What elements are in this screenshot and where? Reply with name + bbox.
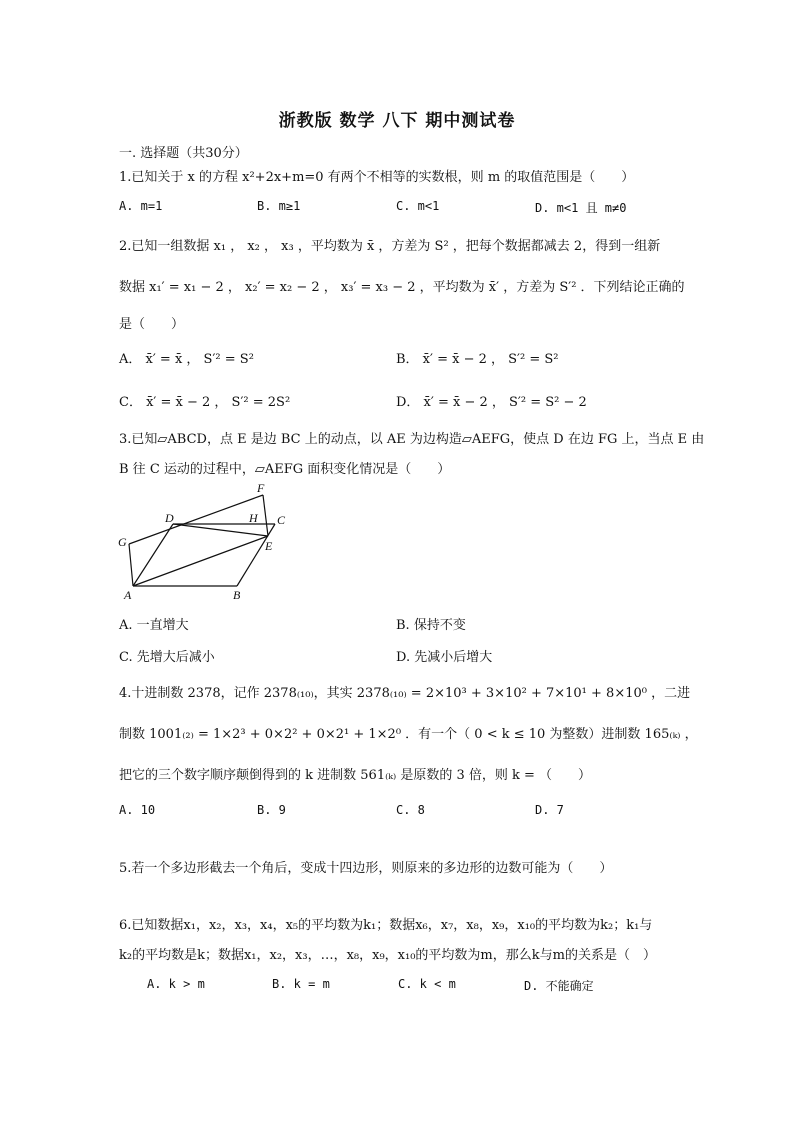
q6-option-d: D. 不能确定	[524, 979, 594, 993]
q3-line-1: 3.已知▱ABCD，点 E 是边 BC 上的动点，以 AE 为边构造▱AEFG，使点 D 在边 FG 上，当点 E 由	[119, 432, 705, 447]
q6-option-c: C. k < m	[398, 977, 456, 991]
section-heading: 一. 选择题（共30分）	[119, 146, 248, 161]
q4-option-b: B. 9	[257, 803, 286, 817]
q3-option-d: D. 先减小后增大	[396, 650, 493, 665]
segment-ae	[133, 536, 268, 586]
q3-option-b: B. 保持不变	[396, 618, 466, 633]
label-a: A	[124, 588, 132, 602]
q5-stem: 5.若一个多边形截去一个角后，变成十四边形，则原来的多边形的边数可能为（ ）	[119, 861, 613, 876]
q1-stem: 1.已知关于 x 的方程 x²+2x+m=0 有两个不相等的实数根，则 m 的取值范围是（ ）	[119, 170, 635, 185]
label-c: C	[277, 513, 286, 527]
page-title: 浙教版 数学 八下 期中测试卷	[278, 111, 516, 131]
q6-option-b: B. k = m	[272, 977, 330, 991]
q4-line-1: 4.十进制数 2378，记作 2378₍₁₀₎，其实 2378₍₁₀₎ = 2×10³ + 3×10² + 7×10¹ + 8×10⁰ ，二进	[119, 686, 691, 701]
q4-line-3: 把它的三个数字顺序颠倒得到的 k 进制数 561₍ₖ₎ 是原数的 3 倍，则 k = （ ）	[119, 768, 592, 783]
q1-option-c: C. m<1	[396, 199, 440, 213]
q3-option-a: A. 一直增大	[119, 618, 189, 633]
q4-option-d: D. 7	[535, 803, 564, 817]
label-f: F	[257, 481, 265, 495]
label-d: D	[165, 511, 174, 525]
q2-line-3: 是（ ）	[119, 317, 185, 332]
q6-line-2: k₂的平均数是k；数据x₁，x₂，x₃，…，x₈，x₉，x₁₀的平均数为m，那么k与m的关系是（ ）	[119, 948, 656, 963]
q2-option-b: B． x̄′ = x̄ − 2 ， S′² = S²	[396, 352, 559, 367]
geometry-figure	[115, 478, 295, 604]
q4-option-c: C. 8	[396, 803, 425, 817]
segment-ef	[263, 495, 268, 536]
q1-option-a: A. m=1	[119, 199, 163, 213]
q2-line-1: 2.已知一组数据 x₁ ， x₂ ， x₃ ，平均数为 x̄ ，方差为 S² ，把每个数据都减去 2，得到一组新	[119, 239, 661, 254]
segment-fg	[129, 495, 263, 544]
label-h: H	[249, 511, 258, 525]
q1-option-d: D. m<1 且 m≠0	[535, 201, 627, 215]
q6-option-a: A. k > m	[147, 977, 205, 991]
segment-de	[173, 524, 268, 536]
q6-line-1: 6.已知数据x₁，x₂，x₃，x₄，x₅的平均数为k₁；数据x₆，x₇，x₈，x₉，x₁₀的平均数为k₂；k₁与	[119, 918, 653, 933]
segment-ad	[133, 524, 173, 586]
q2-option-d: D． x̄′ = x̄ − 2 ， S′² = S² − 2	[396, 395, 587, 410]
q2-line-2: 数据 x₁′ = x₁ − 2 ， x₂′ = x₂ − 2 ， x₃′ = x₃ − 2 ，平均数为 x̄′ ，方差为 S′² ．下列结论正确的	[119, 280, 685, 295]
q1-option-b: B. m≥1	[257, 199, 301, 213]
segment-ga	[129, 544, 133, 586]
q3-option-c: C. 先增大后减小	[119, 650, 215, 665]
q2-option-a: A． x̄′ = x̄ ， S′² = S²	[119, 352, 254, 367]
q4-option-a: A. 10	[119, 803, 156, 817]
q4-line-2: 制数 1001₍₂₎ = 1×2³ + 0×2² + 0×2¹ + 1×2⁰ ．有一个（ 0 < k ≤ 10 为整数）进制数 165₍ₖ₎ ，	[119, 727, 698, 742]
q2-option-c: C． x̄′ = x̄ − 2 ， S′² = 2S²	[119, 395, 291, 410]
q3-line-2: B 往 C 运动的过程中，▱AEFG 面积变化情况是（ ）	[119, 462, 451, 477]
label-g: G	[118, 535, 127, 549]
label-b: B	[233, 588, 241, 602]
label-e: E	[265, 539, 273, 553]
